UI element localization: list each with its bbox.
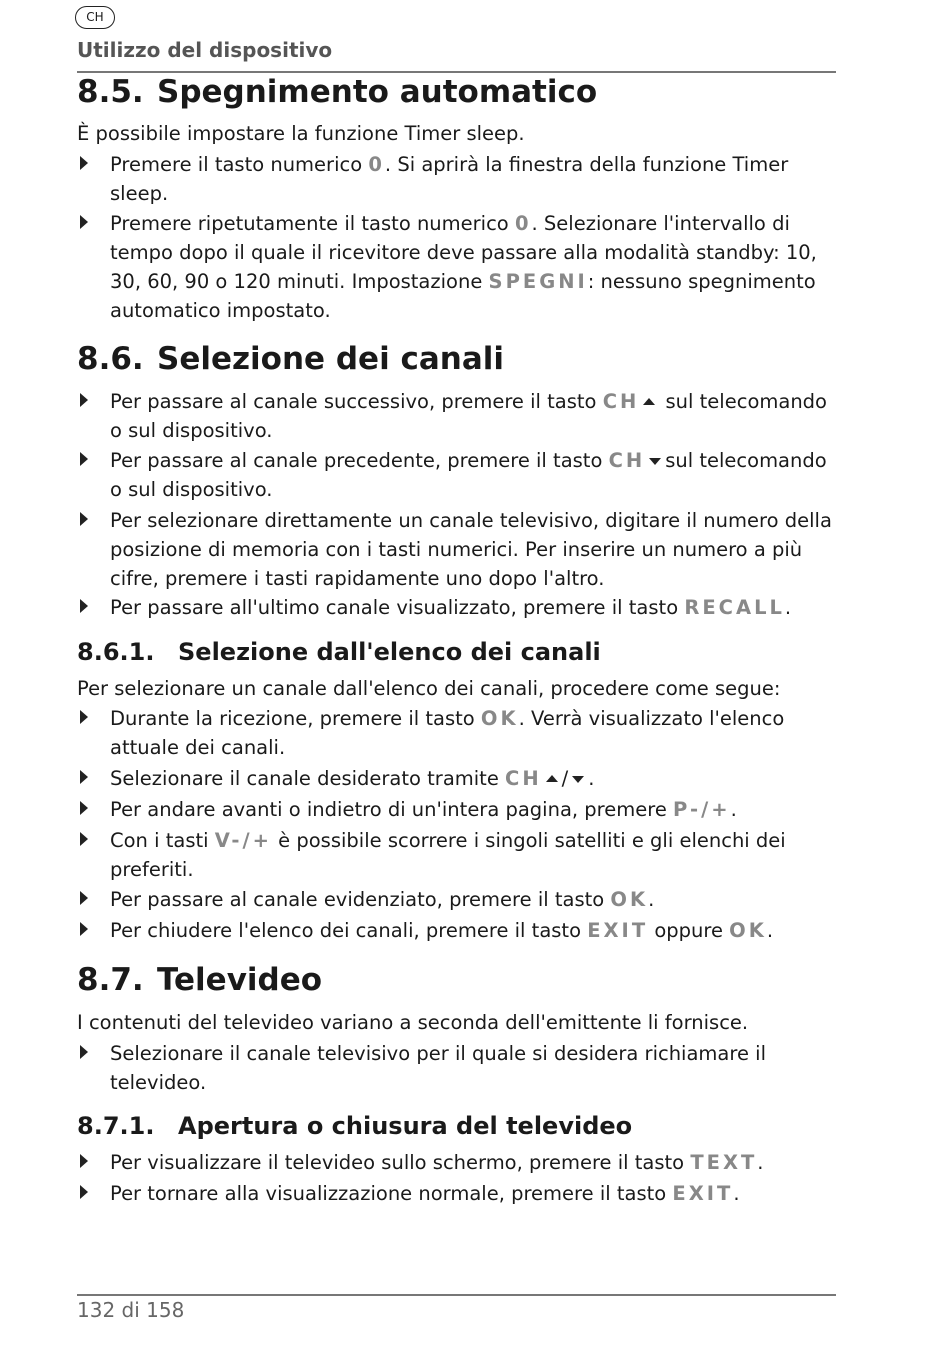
heading-number: 8.7. [77, 962, 144, 998]
list-item-text: Premere il tasto numerico 0. Si aprirà la finestra della funzione Timer sleep. [110, 153, 789, 205]
key-label: P-/+ [673, 798, 731, 821]
heading-number: 8.6.1. [77, 638, 155, 666]
list-item-text: Per andare avanti o indietro di un'intera pagina, premere P-/+. [110, 798, 737, 821]
heading-title: Selezione dall'elenco dei canali [178, 638, 601, 666]
bullet-arrow-icon [80, 512, 88, 526]
list-item-text: Per passare al canale precedente, premere il tasto CH sul telecomando o sul dispositivo. [110, 449, 827, 501]
list-item [77, 916, 835, 945]
heading-8-7 [77, 962, 322, 998]
running-head: Utilizzo del dispositivo [77, 38, 333, 62]
bullet-arrow-icon [80, 801, 88, 815]
arrow-down-icon [649, 458, 661, 465]
key-label: OK [729, 919, 767, 942]
heading-8-6-1 [77, 638, 601, 666]
heading-title: Spegnimento automatico [157, 74, 598, 110]
key-label: OK [610, 888, 649, 911]
key-label: TEXT [690, 1151, 758, 1174]
list-item-text: Premere ripetutamente il tasto numerico 0. Selezionare l'intervallo di tempo dopo il quale il ricevitore deve passare alla modalità standby: 10, 30, 60, 90 o 120 minuti. Impostazione SPEGNI: nessuno spegnimento automatico impostato. [110, 212, 817, 322]
list-item-text: Per tornare alla visualizzazione normale, premere il tasto EXIT. [110, 1182, 740, 1205]
list-item [77, 209, 835, 325]
page-number: 132 di 158 [77, 1298, 185, 1322]
heading-title: Selezione dei canali [157, 341, 505, 377]
key-label: EXIT [587, 919, 649, 942]
bullet-arrow-icon [80, 215, 88, 229]
key-label: OK [480, 707, 519, 730]
list-item [77, 1039, 835, 1097]
list-item-text: Per visualizzare il televideo sullo schermo, premere il tasto TEXT. [110, 1151, 764, 1174]
list-item [77, 1148, 835, 1177]
list-item-text: Con i tasti V-/+ è possibile scorrere i singoli satelliti e gli elenchi dei preferiti. [110, 829, 786, 881]
key-label: CH [608, 449, 646, 472]
bullet-arrow-icon [80, 922, 88, 936]
list-item-text: Per passare al canale successivo, premere il tasto CH sul telecomando o sul dispositivo. [110, 390, 827, 442]
key-label: CH [505, 767, 542, 790]
list-item [77, 506, 835, 593]
bullet-arrow-icon [80, 393, 88, 407]
key-label: 0 [368, 153, 385, 176]
list-item-text: Per selezionare direttamente un canale televisivo, digitare il numero della posizione di memoria con i tasti numerici. Per inserire un numero a più cifre, premere i tasti rapidamente uno dopo l'altro. [110, 509, 832, 590]
list-item-text: Per passare all'ultimo canale visualizzato, premere il tasto RECALL. [110, 596, 792, 619]
heading-8-6 [77, 341, 504, 377]
list-item [77, 826, 835, 884]
key-label: 0 [514, 212, 532, 235]
footer-rule [77, 1294, 836, 1296]
list-item [77, 704, 835, 762]
heading-number: 8.5. [77, 74, 144, 110]
header-rule [77, 71, 836, 73]
bullet-arrow-icon [80, 599, 88, 613]
arrow-up-icon [643, 398, 655, 405]
bullet-arrow-icon [80, 1045, 88, 1059]
bullet-arrow-icon [80, 891, 88, 905]
paragraph: Per selezionare un canale dall'elenco dei canali, procedere come segue: [77, 677, 781, 700]
country-badge: CH [75, 6, 115, 29]
heading-number: 8.7.1. [77, 1112, 155, 1140]
heading-number: 8.6. [77, 341, 144, 377]
key-label: SPEGNI [488, 270, 588, 293]
list-item-text: Per chiudere l'elenco dei canali, premere il tasto EXIT oppure OK. [110, 919, 774, 942]
heading-title: Televideo [157, 962, 323, 998]
list-item [77, 764, 835, 793]
paragraph: I contenuti del televideo variano a seconda dell'emittente li fornisce. [77, 1011, 749, 1034]
list-item-text: Per passare al canale evidenziato, premere il tasto OK. [110, 888, 655, 911]
list-item [77, 885, 835, 914]
list-item [77, 446, 835, 504]
key-label: RECALL [684, 596, 785, 619]
list-item [77, 387, 835, 445]
paragraph: È possibile impostare la funzione Timer sleep. [77, 122, 525, 145]
list-item [77, 1179, 835, 1208]
bullet-arrow-icon [80, 452, 88, 466]
list-item-text: Selezionare il canale televisivo per il quale si desidera richiamare il televideo. [110, 1042, 766, 1094]
key-label: CH [602, 390, 640, 413]
bullet-arrow-icon [80, 156, 88, 170]
heading-8-7-1 [77, 1112, 632, 1140]
list-item-text: Durante la ricezione, premere il tasto OK. Verrà visualizzato l'elenco attuale dei canali. [110, 707, 785, 759]
heading-title: Apertura o chiusura del televideo [178, 1112, 633, 1140]
bullet-arrow-icon [80, 1185, 88, 1199]
list-item [77, 593, 835, 622]
arrow-up-icon [546, 775, 558, 782]
heading-8-5 [77, 74, 597, 110]
list-item [77, 795, 835, 824]
bullet-arrow-icon [80, 770, 88, 784]
key-label: EXIT [672, 1182, 734, 1205]
bullet-arrow-icon [80, 832, 88, 846]
bullet-arrow-icon [80, 710, 88, 724]
arrow-down-icon [572, 776, 584, 783]
bullet-arrow-icon [80, 1154, 88, 1168]
key-label: V-/+ [214, 829, 272, 852]
list-item [77, 150, 835, 208]
list-item-text: Selezionare il canale desiderato tramite CH / . [110, 767, 595, 790]
